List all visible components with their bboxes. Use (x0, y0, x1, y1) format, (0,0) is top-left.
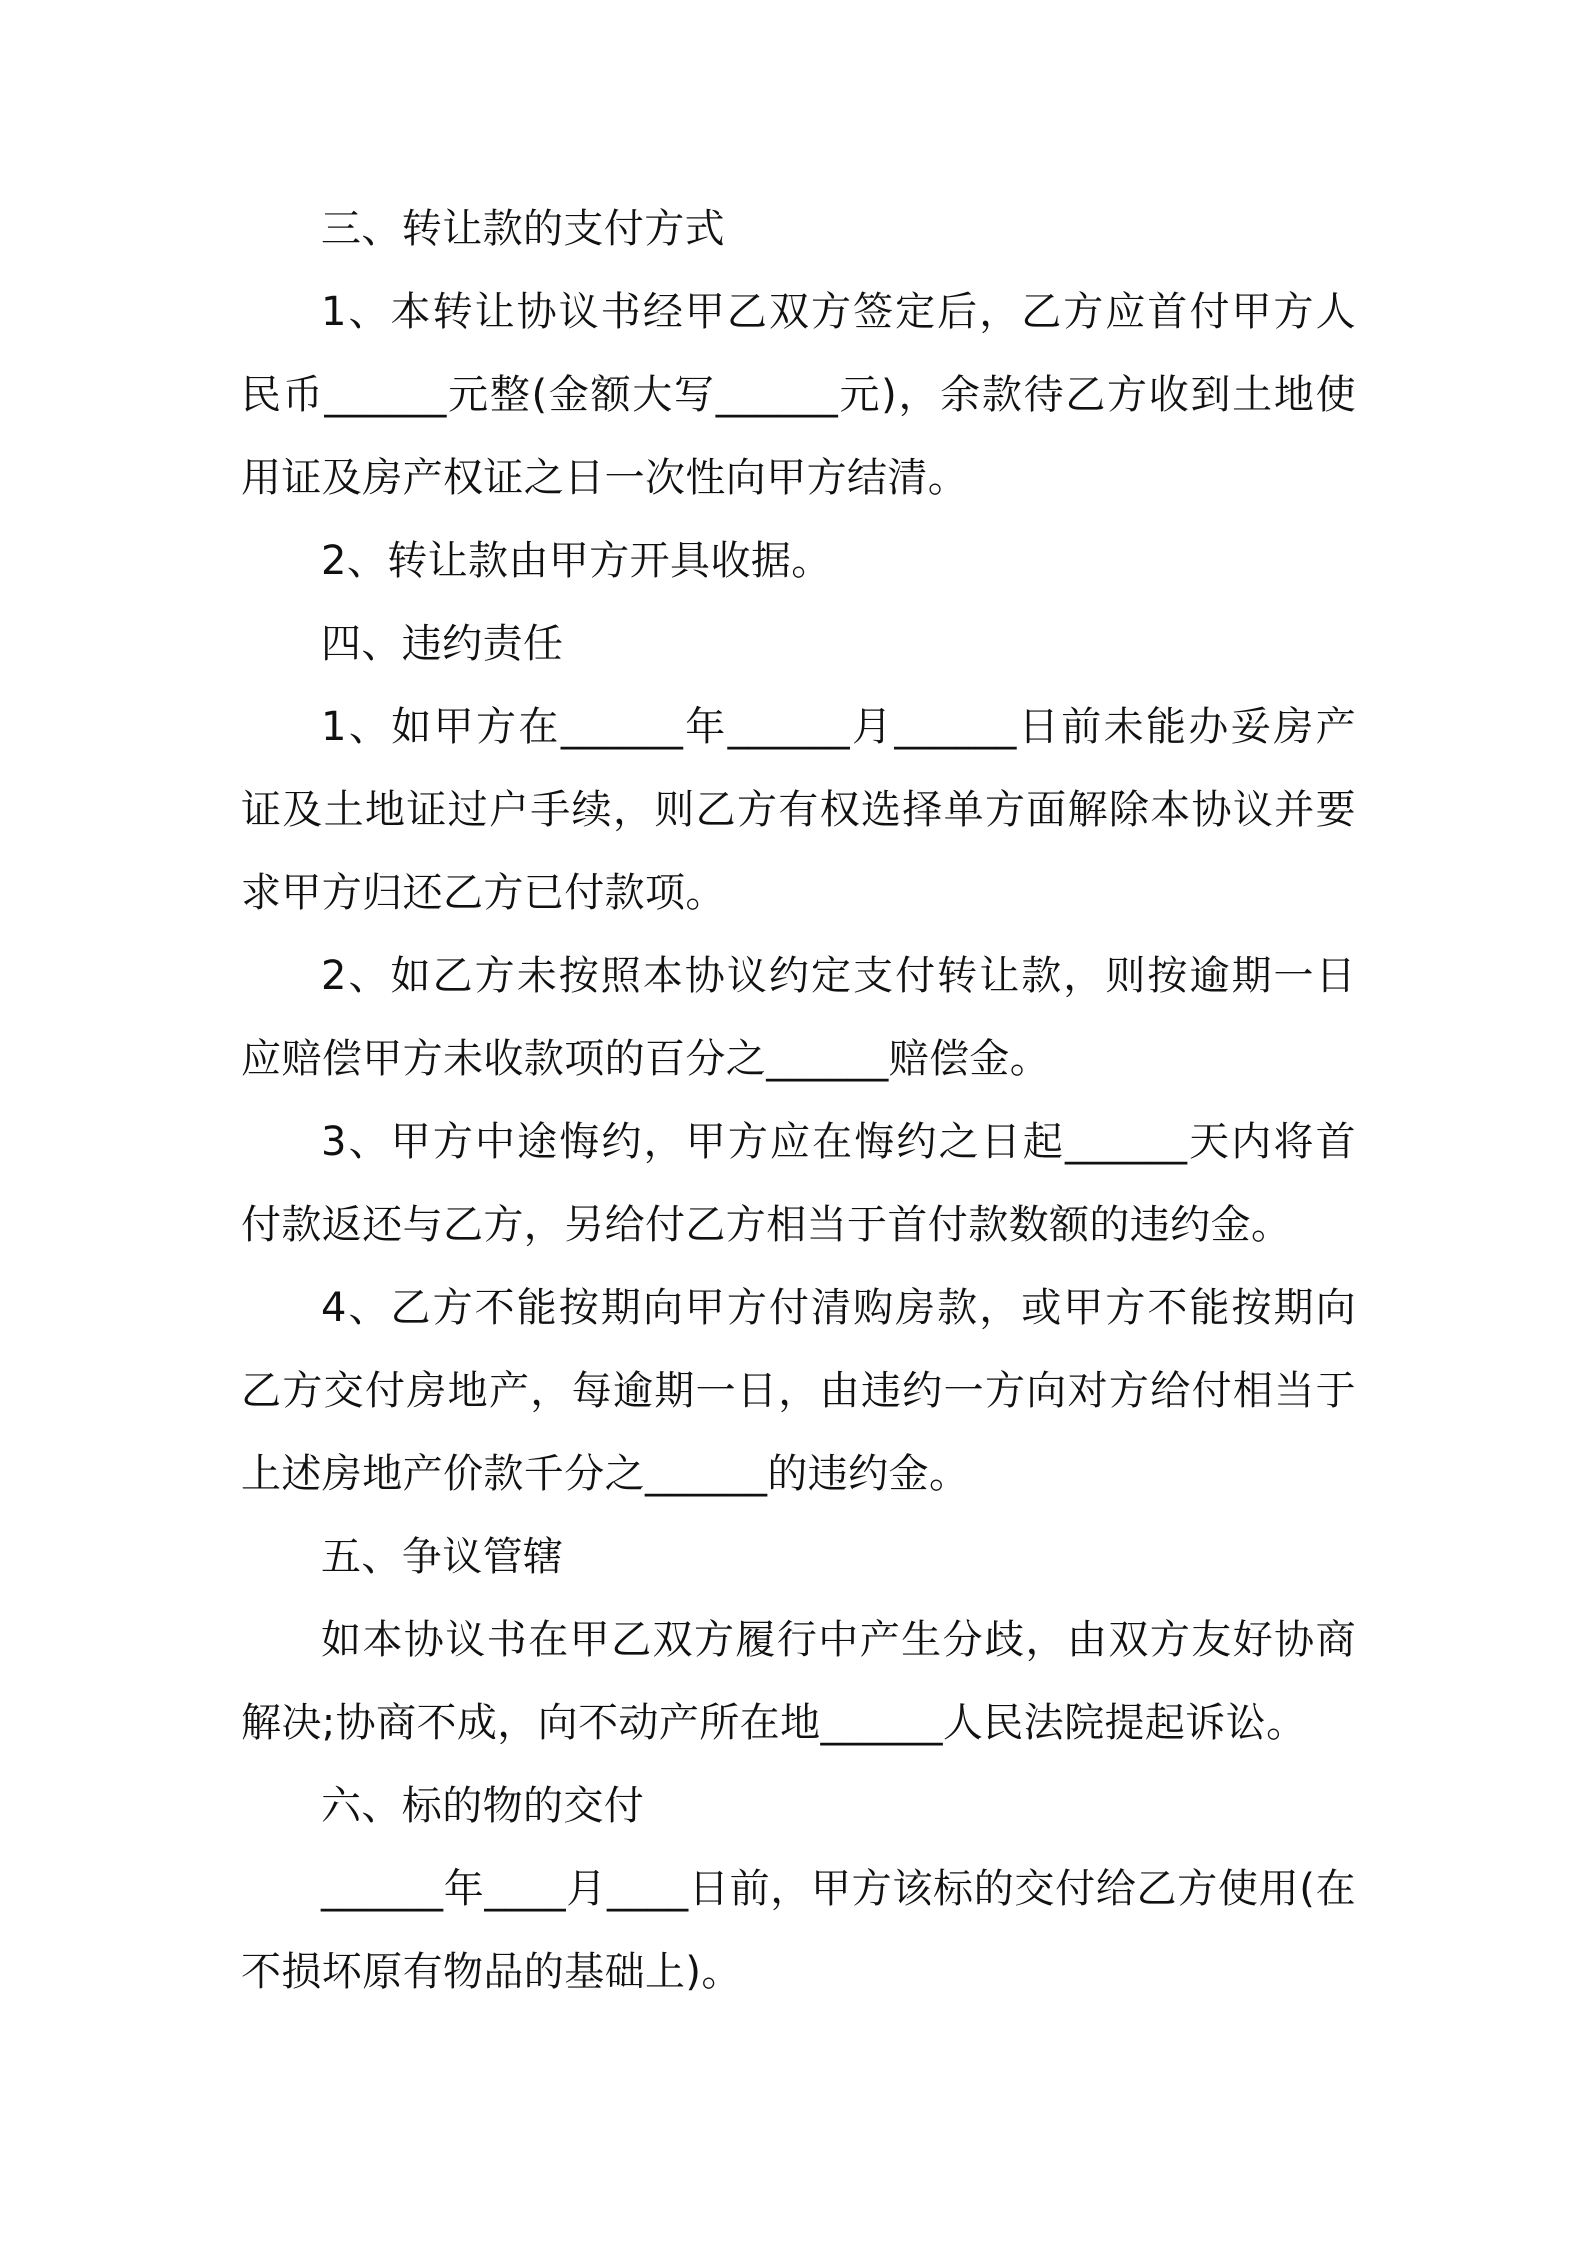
section-heading-payment: 三、转让款的支付方式 (321, 206, 725, 252)
clause-liability-2: 2、如乙方未按照本协议约定支付转让款，则按逾期一日应赔偿甲方未收款项的百分之______赔偿金。 (241, 953, 1356, 1082)
section-heading-dispute: 五、争议管辖 (321, 1534, 564, 1580)
clause-payment-1: 1、本转让协议书经甲乙双方签定后，乙方应首付甲方人民币______元整(金额大写______元)，余款待乙方收到土地使用证及房产权证之日一次性向甲方结清。 (241, 289, 1356, 501)
document-body (241, 188, 1356, 2014)
clause-delivery: ______年____月____日前，甲方该标的交付给乙方使用(在不损坏原有物品的基础上)。 (241, 1866, 1356, 1995)
clause-liability-4: 4、乙方不能按期向甲方付清购房款，或甲方不能按期向乙方交付房地产，每逾期一日，由违约一方向对方给付相当于上述房地产价款千分之______的违约金。 (241, 1285, 1356, 1497)
clause-dispute: 如本协议书在甲乙双方履行中产生分歧，由双方友好协商解决;协商不成，向不动产所在地______人民法院提起诉讼。 (241, 1617, 1356, 1746)
clause-liability-1: 1、如甲方在______年______月______日前未能办妥房产证及土地证过户手续，则乙方有权选择单方面解除本协议并要求甲方归还乙方已付款项。 (241, 704, 1356, 916)
section-heading-liability: 四、违约责任 (321, 621, 564, 667)
clause-payment-2: 2、转让款由甲方开具收据。 (321, 538, 832, 584)
section-heading-delivery: 六、标的物的交付 (321, 1783, 645, 1829)
clause-liability-3: 3、甲方中途悔约，甲方应在悔约之日起______天内将首付款返还与乙方，另给付乙方相当于首付款数额的违约金。 (241, 1119, 1356, 1248)
